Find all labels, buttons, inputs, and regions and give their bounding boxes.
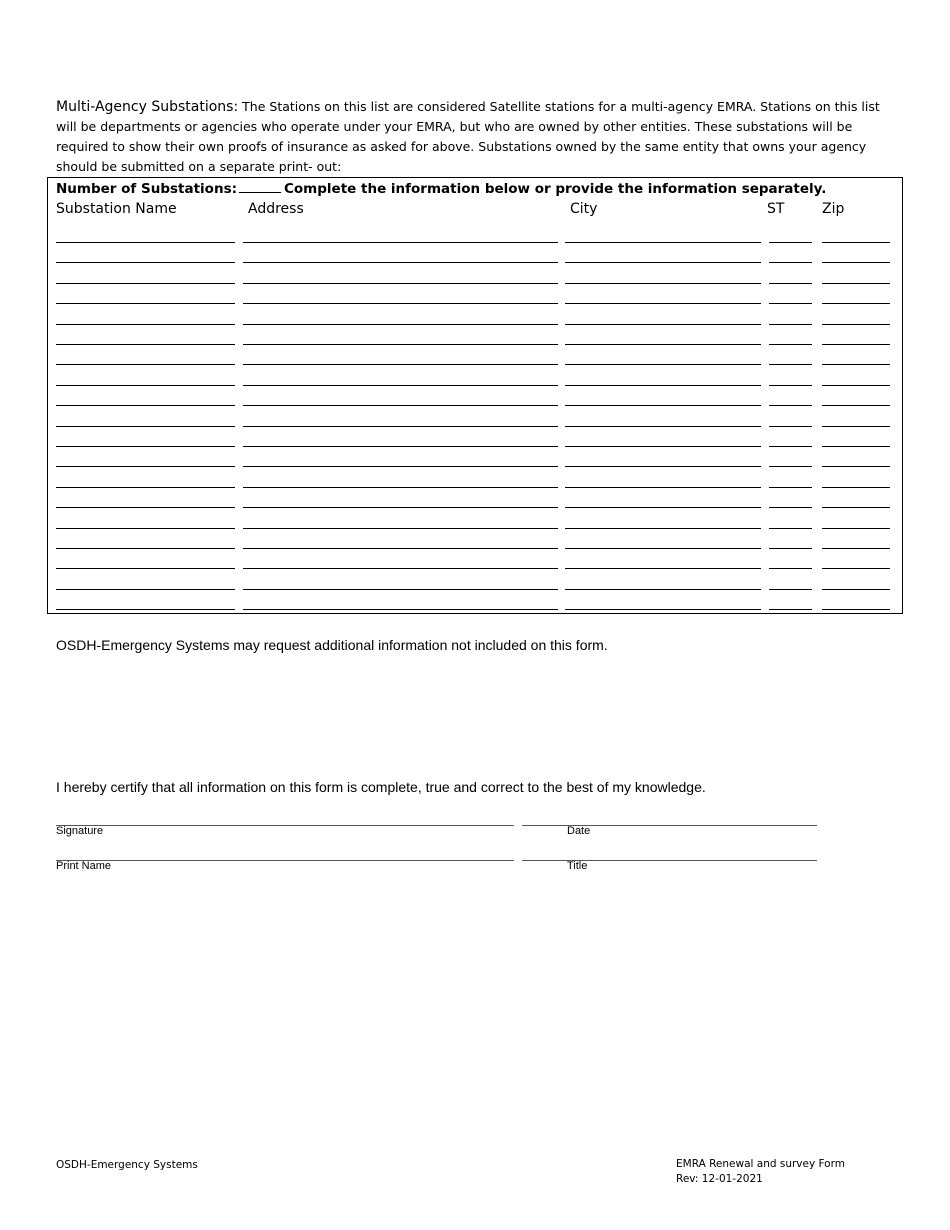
table-row (48, 283, 902, 304)
date-label: Date (567, 825, 591, 837)
table-row (48, 487, 902, 508)
footer-right (676, 1157, 845, 1187)
header-address: Address (248, 201, 304, 217)
print-name-label: Print Name (56, 860, 112, 872)
intro-paragraph (56, 97, 896, 177)
certification-statement: I hereby certify that all information on this form is complete, true and correct to the best of my knowledge. (56, 779, 706, 795)
table-row (48, 548, 902, 569)
table-row (48, 446, 902, 467)
signature-label: Signature (56, 825, 104, 837)
table-row (48, 324, 902, 345)
print-name-line[interactable] (56, 859, 514, 861)
footer-left: OSDH-Emergency Systems (56, 1159, 198, 1171)
address-field[interactable] (243, 608, 558, 610)
name-field[interactable] (56, 608, 235, 610)
count-instruction: Complete the information below or provide the information separately. (284, 181, 827, 197)
table-row (48, 304, 902, 325)
table-row (48, 365, 902, 386)
intro-text: The Stations on this list are considered Satellite stations for a multi-agency EMRA. Stations on this list will be departments or agencies who operate under your EMRA, but who are owned by other entities. These substations will be required to show their own proofs of insurance as asked for above. Substations owned by the same entity that owns your agency should be submitted on a separate print- out: (56, 99, 880, 174)
table-row (48, 508, 902, 529)
header-zip: Zip (822, 201, 845, 217)
footer-form-name: EMRA Renewal and survey Form (676, 1158, 845, 1170)
header-substation-name: Substation Name (56, 201, 177, 217)
table-row (48, 569, 902, 590)
table-row (48, 426, 902, 447)
header-city: City (570, 201, 598, 217)
title-label: Title (567, 860, 588, 872)
additional-info-note: OSDH-Emergency Systems may request additional information not included on this form. (56, 637, 608, 653)
table-row (48, 467, 902, 488)
table-row (48, 263, 902, 284)
section-title: Multi-Agency Substations: (56, 99, 239, 115)
header-state: ST (767, 201, 785, 217)
table-row (48, 406, 902, 427)
city-field[interactable] (565, 608, 761, 610)
table-row (48, 589, 902, 610)
substations-table (47, 177, 903, 614)
table-row (48, 385, 902, 406)
table-row (48, 242, 902, 263)
table-rows (48, 178, 902, 613)
zip-field[interactable] (822, 608, 890, 610)
table-row (48, 528, 902, 549)
footer-revision: Rev: 12-01-2021 (676, 1173, 763, 1185)
table-row (48, 222, 902, 243)
signature-line[interactable] (56, 824, 514, 826)
state-field[interactable] (769, 608, 812, 610)
count-label: Number of Substations: (56, 181, 237, 197)
table-row (48, 344, 902, 365)
